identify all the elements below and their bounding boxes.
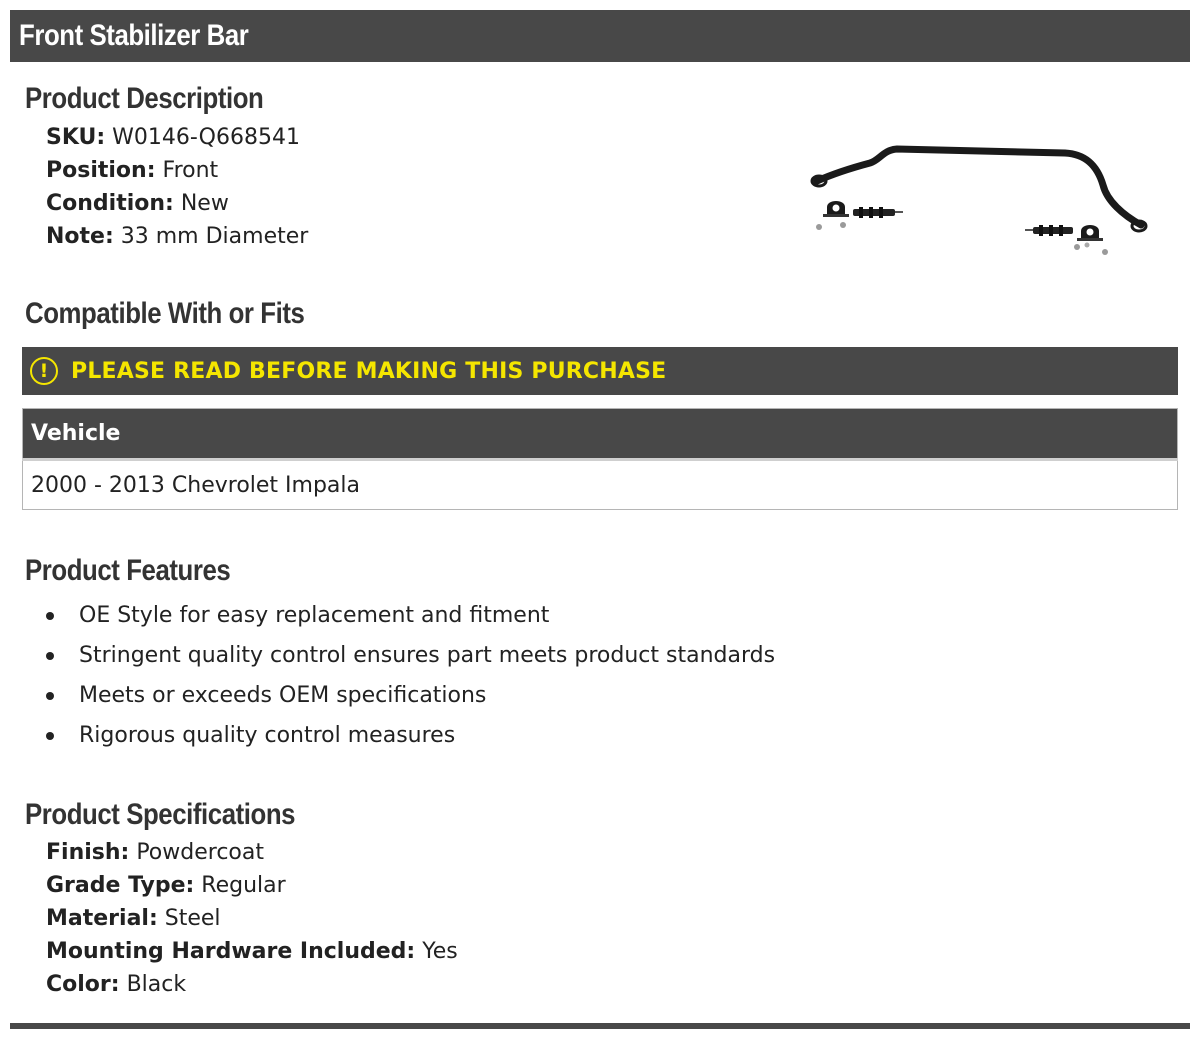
description-value: 33 mm Diameter bbox=[120, 224, 309, 249]
spec-value: Yes bbox=[422, 939, 458, 964]
spec-key: Grade Type: bbox=[46, 873, 195, 898]
exclamation-circle-icon: ! bbox=[30, 357, 58, 385]
spec-key: Color: bbox=[46, 972, 120, 997]
feature-text: OE Style for easy replacement and fitment bbox=[79, 603, 550, 628]
description-value: New bbox=[180, 191, 229, 216]
list-item bbox=[46, 596, 775, 636]
description-key: Note: bbox=[46, 224, 114, 249]
product-description-heading: Product Description bbox=[25, 82, 264, 115]
spec-item-mounting-hardware bbox=[46, 935, 458, 968]
spec-value: Regular bbox=[201, 873, 286, 898]
spec-item-material bbox=[46, 902, 458, 935]
description-item-position bbox=[46, 154, 308, 187]
description-item-condition bbox=[46, 187, 308, 220]
vehicle-compatibility-table bbox=[22, 408, 1178, 510]
compatibility-heading: Compatible With or Fits bbox=[25, 297, 305, 330]
feature-text: Stringent quality control ensures part meets product standards bbox=[79, 643, 776, 668]
bullet-icon bbox=[46, 732, 54, 740]
description-item-note bbox=[46, 220, 308, 253]
spec-value: Powdercoat bbox=[136, 840, 264, 865]
stabilizer-bar-image bbox=[805, 135, 1160, 260]
bottom-divider bbox=[10, 1023, 1190, 1029]
table-row bbox=[23, 460, 1178, 510]
product-features-heading: Product Features bbox=[25, 554, 231, 587]
spec-key: Mounting Hardware Included: bbox=[46, 939, 416, 964]
product-specifications-heading: Product Specifications bbox=[25, 798, 296, 831]
feature-text: Rigorous quality control measures bbox=[79, 723, 456, 748]
product-specifications-list bbox=[46, 836, 458, 1001]
spec-key: Material: bbox=[46, 906, 158, 931]
product-description-list bbox=[46, 121, 308, 253]
description-item-sku bbox=[46, 121, 308, 154]
product-features-list bbox=[46, 596, 775, 756]
spec-item-color bbox=[46, 968, 458, 1001]
bullet-icon bbox=[46, 692, 54, 700]
list-item bbox=[46, 676, 775, 716]
bullet-icon bbox=[46, 652, 54, 660]
spec-value: Black bbox=[126, 972, 187, 997]
description-key: SKU: bbox=[46, 125, 106, 150]
feature-text: Meets or exceeds OEM specifications bbox=[79, 683, 487, 708]
spec-value: Steel bbox=[164, 906, 221, 931]
description-key: Condition: bbox=[46, 191, 174, 216]
bullet-icon bbox=[46, 612, 54, 620]
vehicle-cell: 2000 - 2013 Chevrolet Impala bbox=[23, 460, 1178, 510]
list-item bbox=[46, 716, 775, 756]
description-value: Front bbox=[162, 158, 219, 183]
purchase-warning-banner bbox=[22, 347, 1178, 395]
description-key: Position: bbox=[46, 158, 156, 183]
spec-item-grade-type bbox=[46, 869, 458, 902]
vehicle-column-header: Vehicle bbox=[23, 409, 1178, 460]
purchase-warning-text: PLEASE READ BEFORE MAKING THIS PURCHASE bbox=[71, 358, 667, 384]
spec-key: Finish: bbox=[46, 840, 130, 865]
table-header-row bbox=[23, 409, 1178, 460]
description-value: W0146-Q668541 bbox=[112, 125, 300, 150]
page-title: Front Stabilizer Bar bbox=[19, 19, 249, 52]
spec-item-finish bbox=[46, 836, 458, 869]
list-item bbox=[46, 636, 775, 676]
title-bar bbox=[10, 10, 1190, 62]
